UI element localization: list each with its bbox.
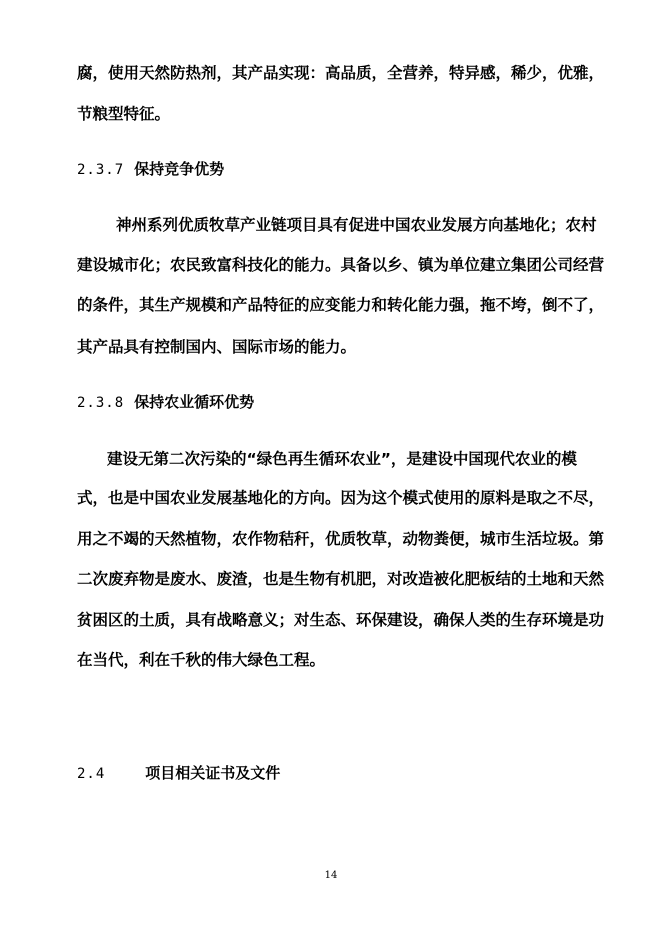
text-line: 节粮型特征。	[77, 105, 171, 123]
text-line: 的条件，其生产规模和产品特征的应变能力和转化能力强，拖不垮，倒不了，	[77, 296, 605, 314]
section-title: 保持农业循环优势	[134, 393, 255, 411]
section-heading-2-4	[77, 763, 280, 784]
text-line: 建设城市化；农民致富科技化的能力。具备以乡、镇为单位建立集团公司经营	[77, 256, 605, 274]
text-line: 式，也是中国农业发展基地化的方向。因为这个模式使用的原料是取之不尽，	[77, 489, 605, 507]
text-line: 在当代，利在千秋的伟大绿色工程。	[77, 651, 326, 669]
text-line: 腐，使用天然防热剂，其产品实现：高品质，全营养，特异感，稀少，优雅，	[77, 64, 605, 82]
text-line: 建设无第二次污染的“绿色再生循环农业”，是建设中国现代农业的模	[107, 450, 577, 468]
text-line: 二次废弃物是废水、废渣，也是生物有机肥，对改造被化肥板结的土地和天然	[77, 570, 605, 588]
section-number: 2.3.8	[77, 395, 125, 411]
page-number: 14	[324, 870, 338, 881]
text-line: 其产品具有控制国内、国际市场的能力。	[77, 338, 357, 356]
text-line: 贫困区的土质，具有战略意义；对生态、环保建设，确保人类的生存环境是功	[77, 611, 605, 629]
section-title: 项目相关证书及文件	[145, 764, 281, 782]
section-title: 保持竞争优势	[134, 160, 225, 178]
section-number: 2.4	[77, 766, 106, 782]
section-heading-2-3-7	[77, 159, 224, 180]
text-line: 神州系列优质牧草产业链项目具有促进中国农业发展方向基地化；农村	[116, 216, 597, 234]
section-heading-2-3-8	[77, 392, 254, 413]
section-number: 2.3.7	[77, 162, 125, 178]
text-line: 用之不竭的天然植物，农作物秸秆，优质牧草，动物粪便，城市生活垃圾。第	[77, 530, 605, 548]
